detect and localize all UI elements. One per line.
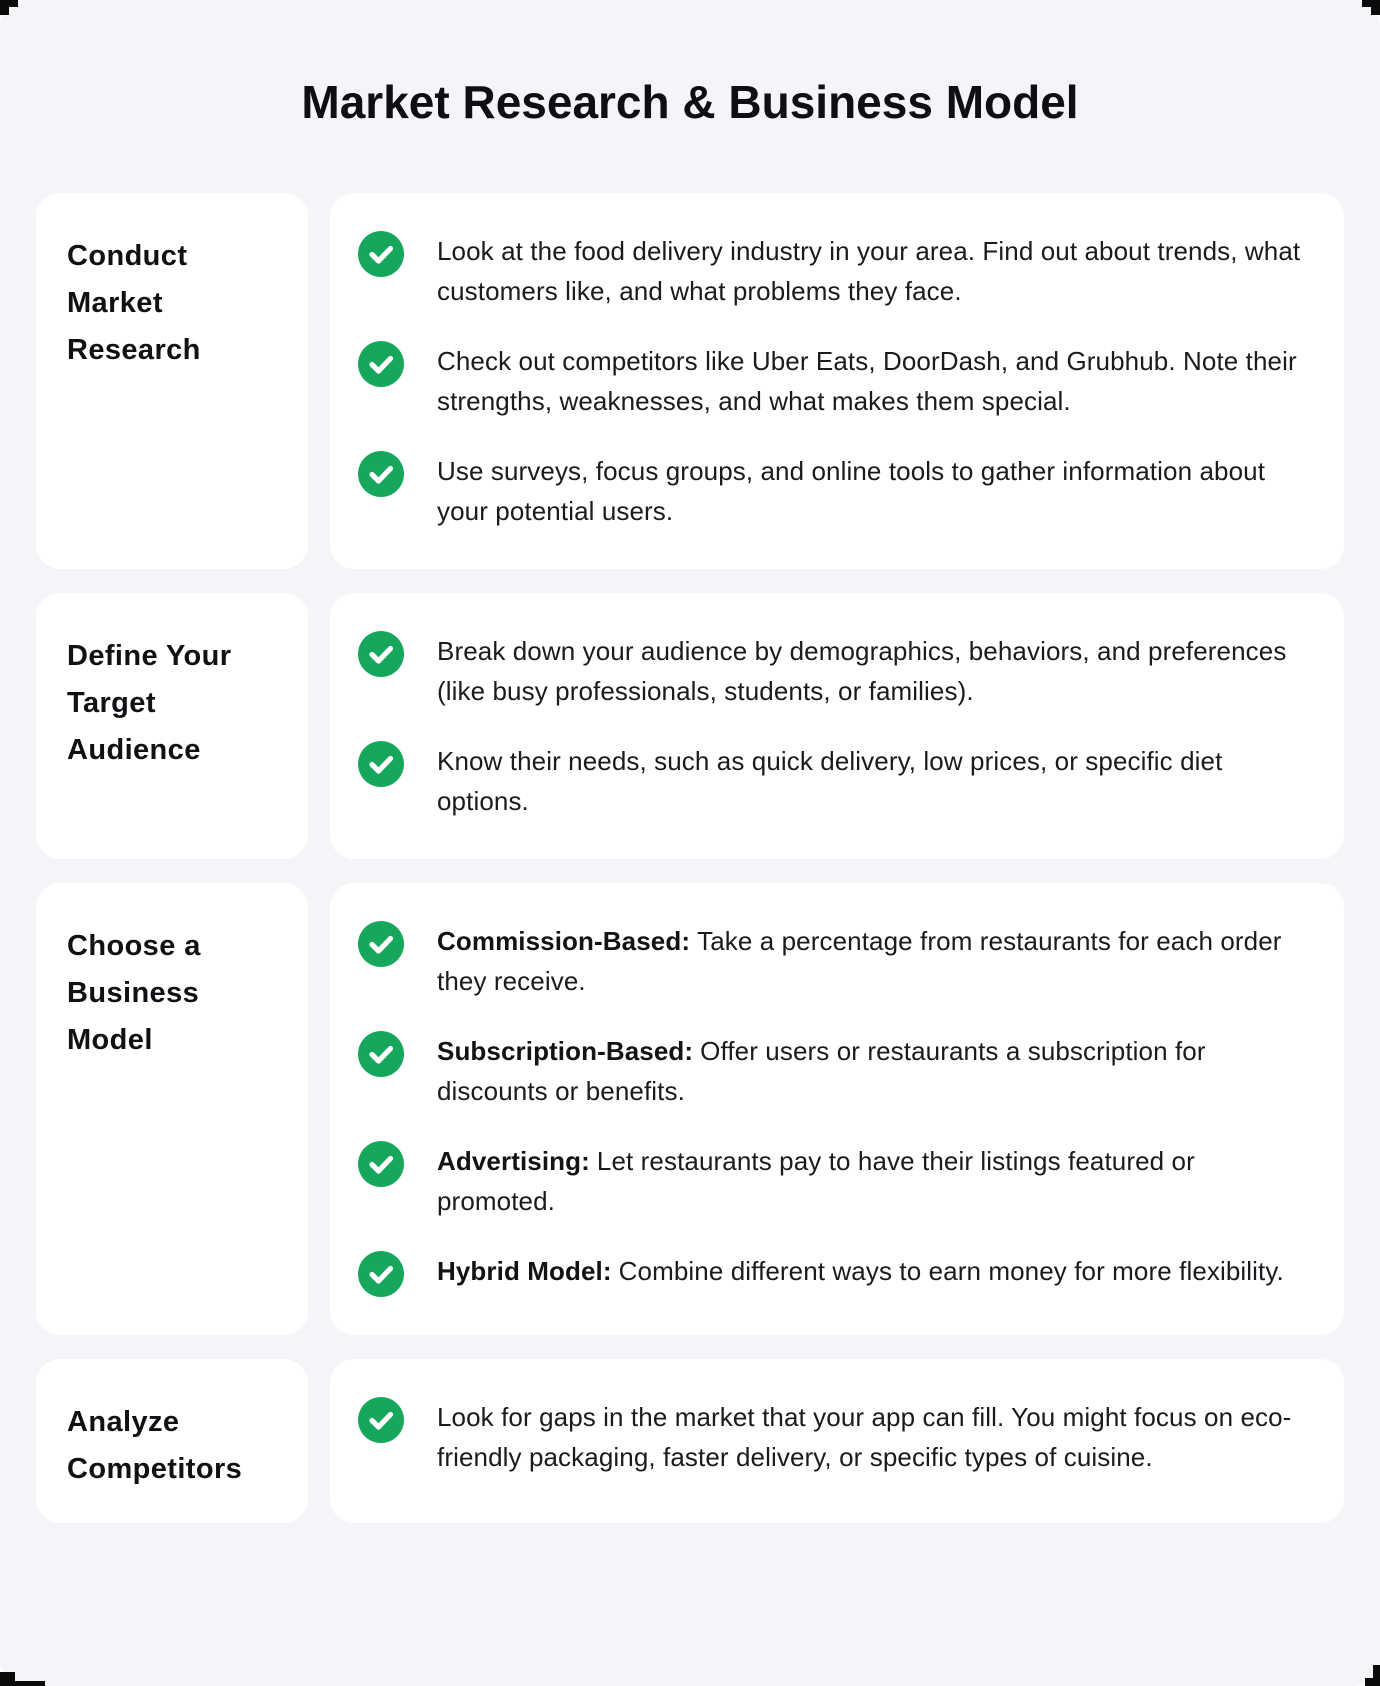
item-text-body: Offer users or restaurants a subscription for discounts or benefits. — [437, 1035, 1206, 1106]
checklist-item-text — [437, 1251, 1284, 1291]
check-icon — [358, 1397, 404, 1443]
checklist-item — [358, 1397, 1304, 1477]
section-heading: Choose a Business Model — [67, 929, 201, 1056]
item-bold-prefix: Subscription-Based: — [437, 1035, 694, 1066]
check-icon — [358, 1251, 404, 1297]
item-text-body: Check out competitors like Uber Eats, DoorDash, and Grubhub. Note their strengths, weaknesses, and what makes them special. — [437, 345, 1297, 416]
checklist-item — [358, 921, 1304, 1001]
item-text-body: Let restaurants pay to have their listings featured or promoted. — [437, 1145, 1195, 1216]
check-icon — [358, 741, 404, 787]
check-icon — [358, 231, 404, 277]
item-bold-prefix: Advertising: — [437, 1145, 590, 1176]
check-icon — [358, 341, 404, 387]
section-items-card — [330, 1359, 1344, 1523]
item-text-body: Look for gaps in the market that your app can fill. You might focus on eco-friendly packaging, faster delivery, or specific types of cuisine. — [437, 1401, 1292, 1472]
corner-mark-top-left — [0, 7, 9, 15]
section-row — [36, 883, 1344, 1335]
corner-mark-bottom-left — [0, 1672, 15, 1686]
item-bold-prefix: Commission-Based: — [437, 925, 691, 956]
corner-mark-top-right — [1362, 0, 1380, 7]
checklist-item — [358, 741, 1304, 821]
checklist-item — [358, 1141, 1304, 1221]
section-row — [36, 193, 1344, 569]
checklist-item — [358, 341, 1304, 421]
section-heading-card — [36, 593, 308, 859]
section-heading: Define Your Target Audience — [67, 639, 232, 766]
checklist-item — [358, 451, 1304, 531]
item-text-body: Take a percentage from restaurants for each order they receive. — [437, 925, 1282, 996]
corner-mark-top-left — [0, 0, 18, 7]
section-heading: Analyze Competitors — [67, 1405, 243, 1485]
checklist-item-text — [437, 1141, 1304, 1221]
section-heading: Conduct Market Research — [67, 239, 201, 366]
checklist-item-text — [437, 1397, 1304, 1477]
checklist-item-text — [437, 231, 1304, 311]
corner-mark-bottom-left — [15, 1681, 45, 1686]
item-bold-prefix: Hybrid Model: — [437, 1255, 612, 1286]
section-row — [36, 1359, 1344, 1523]
checklist-item-text — [437, 1031, 1304, 1111]
check-icon — [358, 921, 404, 967]
checklist-item-text — [437, 631, 1304, 711]
item-text-body: Look at the food delivery industry in your area. Find out about trends, what customers like, and what problems they face. — [437, 235, 1301, 306]
checklist-item — [358, 631, 1304, 711]
checklist-item-text — [437, 341, 1304, 421]
section-items-card — [330, 593, 1344, 859]
check-icon — [358, 1031, 404, 1077]
check-icon — [358, 631, 404, 677]
section-items-card — [330, 883, 1344, 1335]
item-text-body: Break down your audience by demographics, behaviors, and preferences (like busy professionals, students, or families). — [437, 635, 1287, 706]
section-heading-card — [36, 1359, 308, 1523]
checklist-item-text — [437, 451, 1304, 531]
corner-mark-bottom-right — [1365, 1678, 1373, 1686]
checklist-item-text — [437, 741, 1304, 821]
corner-mark-top-right — [1371, 7, 1380, 15]
corner-mark-bottom-right — [1373, 1665, 1380, 1686]
section-items-card — [330, 193, 1344, 569]
item-text-body: Use surveys, focus groups, and online tools to gather information about your potential users. — [437, 455, 1266, 526]
checklist-item — [358, 1031, 1304, 1111]
section-heading-card — [36, 883, 308, 1335]
section-heading-card — [36, 193, 308, 569]
item-text-body: Combine different ways to earn money for more flexibility. — [618, 1255, 1284, 1286]
check-icon — [358, 451, 404, 497]
page-title: Market Research & Business Model — [301, 76, 1079, 128]
checklist-item — [358, 231, 1304, 311]
checklist-item — [358, 1251, 1304, 1297]
check-icon — [358, 1141, 404, 1187]
section-row — [36, 593, 1344, 859]
item-text-body: Know their needs, such as quick delivery, low prices, or specific diet options. — [437, 745, 1223, 816]
checklist-item-text — [437, 921, 1304, 1001]
sections-container — [0, 129, 1380, 1523]
